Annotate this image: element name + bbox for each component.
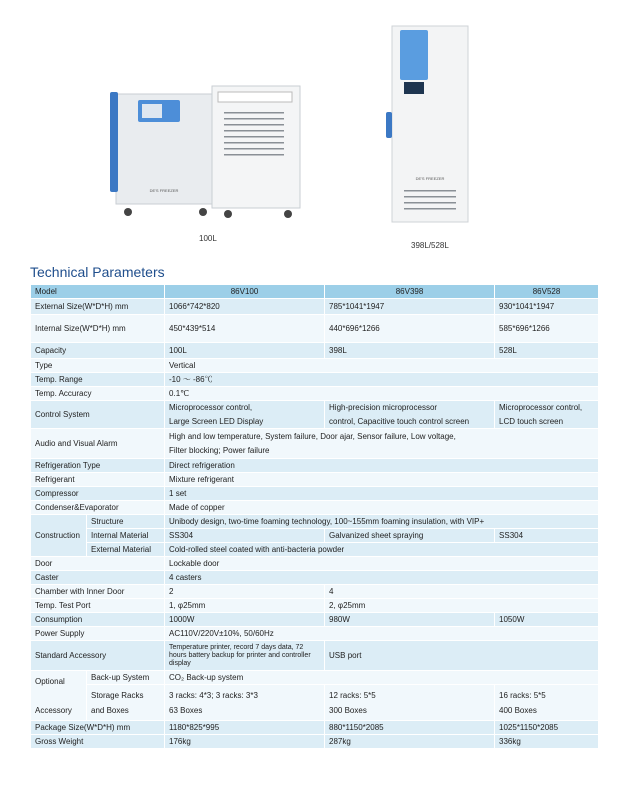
spec-value: 1066*742*820	[165, 299, 325, 315]
table-row	[31, 343, 599, 359]
spec-value: -10 ～ -86℃	[165, 373, 599, 387]
spec-label: Power Supply	[31, 627, 165, 641]
spec-table	[30, 284, 599, 749]
spec-label: Standard Accessory	[31, 641, 165, 671]
spec-value: 930*1041*1947	[495, 299, 599, 315]
spec-value: Galvanized sheet spraying	[325, 529, 495, 543]
model-cell: 86V528	[495, 285, 599, 299]
spec-value	[165, 429, 599, 459]
spec-value: 1000W	[165, 613, 325, 627]
table-row	[31, 685, 599, 721]
spec-value: 0.1℃	[165, 387, 599, 401]
spec-label: Door	[31, 557, 165, 571]
table-row	[31, 735, 599, 749]
spec-value: 1 set	[165, 487, 599, 501]
spec-label: Refrigerant	[31, 473, 165, 487]
spec-value	[165, 401, 325, 429]
table-row	[31, 671, 599, 685]
spec-label: Type	[31, 359, 165, 373]
table-row	[31, 473, 599, 487]
table-row	[31, 627, 599, 641]
table-row	[31, 557, 599, 571]
spec-value: 528L	[495, 343, 599, 359]
value-line: control, Capacitive touch control screen	[329, 417, 470, 426]
freezer-398l-528l-caption: 398L/528L	[411, 241, 449, 250]
spec-label: Caster	[31, 571, 165, 585]
spec-label: Chamber with Inner Door	[31, 585, 165, 599]
value-line: 12 racks: 5*5	[329, 690, 376, 700]
value-line: and Boxes	[91, 705, 129, 715]
value-line: 16 racks: 5*5	[499, 690, 546, 700]
spec-value: Unibody design, two-time foaming technology, 100~155mm foaming insulation, with VIP+	[165, 515, 599, 529]
spec-value: 785*1041*1947	[325, 299, 495, 315]
value-line: LCD touch screen	[499, 417, 564, 426]
spec-label: Consumption	[31, 613, 165, 627]
spec-value: 1025*1150*2085	[495, 721, 599, 735]
value-line: 63 Boxes	[169, 705, 203, 715]
table-row	[31, 641, 599, 671]
table-row	[31, 373, 599, 387]
spec-value: 287kg	[325, 735, 495, 749]
spec-label: Condenser&Evaporator	[31, 501, 165, 515]
spec-sublabel	[87, 685, 165, 721]
spec-value: USB port	[325, 641, 599, 671]
spec-value: 440*696*1266	[325, 315, 495, 343]
value-line: 3 racks: 4*3; 3 racks: 3*3	[169, 690, 258, 700]
spec-value: 336kg	[495, 735, 599, 749]
spec-value: 2	[165, 585, 325, 599]
spec-value: Direct refrigeration	[165, 459, 599, 473]
spec-label: Temp. Accuracy	[31, 387, 165, 401]
spec-value: Vertical	[165, 359, 599, 373]
optional-label: Optional	[35, 676, 65, 686]
spec-value: SS304	[495, 529, 599, 543]
spec-value: 880*1150*2085	[325, 721, 495, 735]
value-line: Large Screen LED Display	[169, 417, 264, 426]
spec-value: 1, φ25mm	[165, 599, 325, 613]
spec-value: CO₂ Back-up system	[165, 671, 599, 685]
spec-value: Lockable door	[165, 557, 599, 571]
table-row	[31, 585, 599, 599]
spec-value	[325, 401, 495, 429]
value-line: High-precision microprocessor	[329, 403, 438, 412]
value-line: High and low temperature, System failure, Door ajar, Sensor failure, Low voltage,	[169, 432, 456, 441]
spec-label	[31, 671, 87, 721]
spec-label: Gross Weight	[31, 735, 165, 749]
spec-label: Internal Size(W*D*H) mm	[31, 315, 165, 343]
spec-value: 4	[325, 585, 599, 599]
spec-value: 2, φ25mm	[325, 599, 599, 613]
spec-value: 585*696*1266	[495, 315, 599, 343]
brand-mark: DE'S FREEZER	[415, 176, 445, 181]
spec-value	[165, 685, 325, 721]
spec-value	[495, 401, 599, 429]
spec-label: Package Size(W*D*H) mm	[31, 721, 165, 735]
spec-value	[495, 685, 599, 721]
model-cell: 86V398	[325, 285, 495, 299]
spec-value: Cold-rolled steel coated with anti-bacteria powder	[165, 543, 599, 557]
spec-label: Temp. Test Port	[31, 599, 165, 613]
spec-value	[325, 685, 495, 721]
value-line: 400 Boxes	[499, 705, 537, 715]
spec-label: Model	[31, 285, 165, 299]
spec-value: Mixture refrigerant	[165, 473, 599, 487]
spec-value: AC110V/220V±10%, 50/60Hz	[165, 627, 599, 641]
accessory-label: Accessory	[35, 705, 72, 715]
model-cell: 86V100	[165, 285, 325, 299]
spec-value: Made of copper	[165, 501, 599, 515]
spec-label: Control System	[31, 401, 165, 429]
spec-value: 450*439*514	[165, 315, 325, 343]
spec-value: Temperature printer, record 7 days data, 72 hours battery backup for printer and controller display	[165, 641, 325, 671]
table-row	[31, 359, 599, 373]
spec-label: Refrigeration Type	[31, 459, 165, 473]
table-row	[31, 401, 599, 429]
table-row	[31, 429, 599, 459]
spec-value: 4 casters	[165, 571, 599, 585]
table-row	[31, 387, 599, 401]
section-title: Technical Parameters	[30, 264, 165, 280]
value-line: 300 Boxes	[329, 705, 367, 715]
brand-mark: DE'S FREEZER	[149, 188, 179, 193]
spec-sublabel: Structure	[87, 515, 165, 529]
table-row	[31, 529, 599, 543]
spec-label: Construction	[31, 515, 87, 557]
spec-label: Temp. Range	[31, 373, 165, 387]
spec-sublabel: Internal Material	[87, 529, 165, 543]
spec-value: 100L	[165, 343, 325, 359]
table-row	[31, 299, 599, 315]
table-row	[31, 613, 599, 627]
spec-sublabel: Back-up System	[87, 671, 165, 685]
freezer-100l-caption: 100L	[199, 234, 217, 243]
value-line: Filter blocking; Power failure	[169, 446, 270, 455]
table-row	[31, 315, 599, 343]
freezer-100l-image	[108, 82, 308, 222]
spec-label: External Size(W*D*H) mm	[31, 299, 165, 315]
spec-value: 1180*825*995	[165, 721, 325, 735]
spec-value: 980W	[325, 613, 495, 627]
table-row	[31, 285, 599, 299]
table-row	[31, 599, 599, 613]
table-row	[31, 515, 599, 529]
freezer-398l-528l-image	[382, 22, 478, 230]
value-line: Microprocessor control,	[499, 403, 583, 412]
spec-value: SS304	[165, 529, 325, 543]
table-row	[31, 571, 599, 585]
table-row	[31, 501, 599, 515]
spec-sublabel: External Material	[87, 543, 165, 557]
spec-label: Compressor	[31, 487, 165, 501]
table-row	[31, 459, 599, 473]
table-row	[31, 543, 599, 557]
value-line: Microprocessor control,	[169, 403, 253, 412]
spec-label: Audio and Visual Alarm	[31, 429, 165, 459]
spec-value: 176kg	[165, 735, 325, 749]
spec-label: Capacity	[31, 343, 165, 359]
value-line: Storage Racks	[91, 690, 144, 700]
spec-value: 1050W	[495, 613, 599, 627]
table-row	[31, 487, 599, 501]
spec-value: 398L	[325, 343, 495, 359]
table-row	[31, 721, 599, 735]
